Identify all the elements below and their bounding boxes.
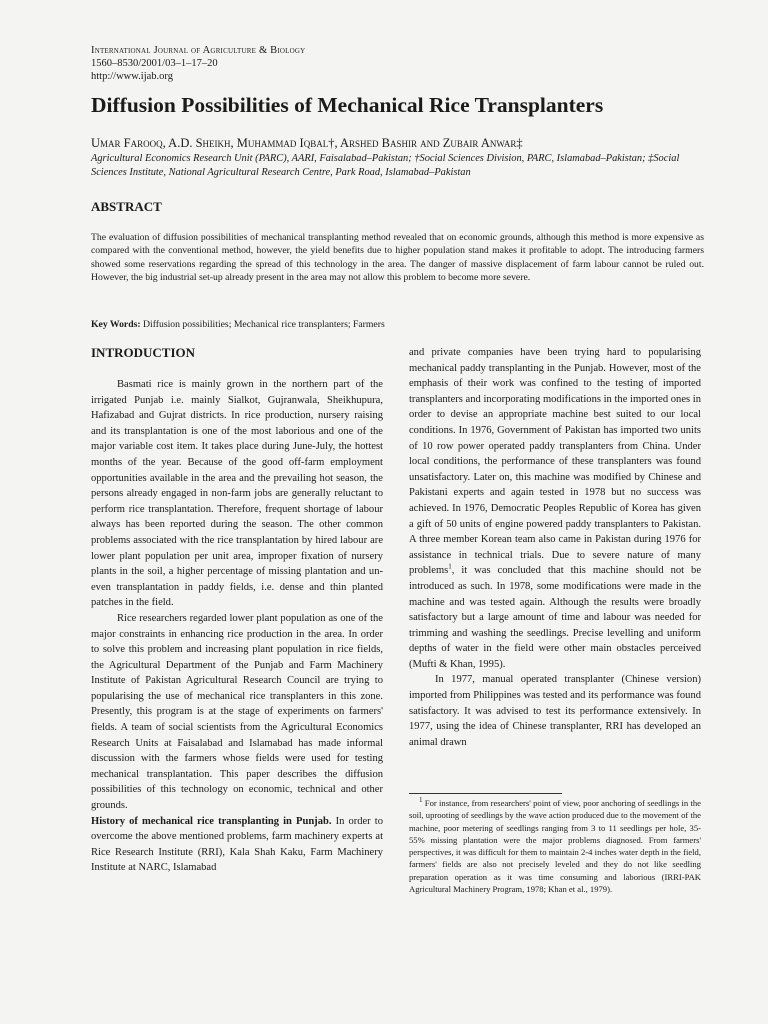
footnote-text: For instance, from researchers' point of view, poor anchoring of seedlings in the soil, uprooting of seedlings by the wave action produced due to the movement of the machine, poor metering of seedlings ranging from 3 to 11 seedlings per hole, 35-55% missing plantation were the major problems diagnosed. From farmers' perspectives, it was difficult for them to maintain 2-4 inches water depth in the field, farmers' fields are also not precisely leveled and they do not like seedling preparation operation as it was time consuming and laborious (IRRI-PAK Agricultural Machinery Program, 1978; Khan et al., 1979). bbox=[409, 798, 701, 895]
author-list: Umar Farooq, A.D. Sheikh, Muhammad Iqbal†, Arshed Bashir and Zubair Anwar‡ bbox=[91, 136, 523, 150]
journal-issn: 1560–8530/2001/03–1–17–20 bbox=[91, 58, 218, 69]
footnote-reference[interactable]: 1 bbox=[448, 562, 452, 571]
footnote bbox=[409, 797, 701, 895]
history-subheading: History of mechanical rice transplanting in Punjab. bbox=[91, 815, 332, 827]
abstract-heading: ABSTRACT bbox=[91, 199, 162, 214]
intro-paragraph-2: Rice researchers regarded lower plant population as one of the major constraints in enhancing rice production in the area. In order to solve this problem and increasing plant population in rice fields, the Agricultural Department of the Punjab and Farm Machinery Institute of Pakistan Agricultural Research Council are trying to popularising the use of mechanical rice transplanters in this zone. Presently, this program is at the stage of experiments on farmers' fields. A team of social scientists from the Agricultural Economics Research Units at Faisalabad and Islamabad has made informal discussion with the farmers whose fields were used for testing mechanical transplantation. This paper describes the diffusion possibilities of this technology on economic, technical and other grounds. bbox=[91, 612, 383, 812]
journal-name: International Journal of Agriculture & Biology bbox=[91, 45, 306, 56]
journal-header bbox=[91, 44, 305, 83]
footnote-divider bbox=[409, 793, 562, 794]
history-text: In order to overcome the above mentioned problems, farm machinery experts at Rice Research Institute (RRI), Kala Shah Kaku, Farm Machinery Institute at NARC, Islamabad bbox=[91, 815, 383, 874]
history-paragraph bbox=[91, 814, 383, 876]
left-column bbox=[91, 345, 383, 876]
keywords bbox=[91, 319, 385, 330]
right-paragraph-1b: , it was concluded that this machine should not be introduced as such. In 1978, some modifications were made in the machine and was tested again. Although the results were broadly satisfactory but a large amount of time and labour was needed for trimming and washing the seedlings. Precise levelling and uniform depths of water in the field were other main obstacles perceived (Mufti & Khan, 1995). bbox=[409, 565, 701, 670]
right-column bbox=[409, 345, 701, 750]
abstract-text: The evaluation of diffusion possibilities of mechanical transplanting method revealed that on economic grounds, although this method is more expensive as compared with the conventional method, however, the yield benefits due to higher population stand makes it profitable to adopt. The introducing farmers showed some reservations regarding the spread of this technology in the area. The danger of massive displacement of farm labour cannot be ruled out. However, the big industrial set-up already present in the area may not allow this problem to become more severe. bbox=[91, 232, 704, 283]
right-paragraph-1 bbox=[409, 345, 701, 672]
right-paragraph-2: In 1977, manual operated transplanter (Chinese version) imported from Philippines was tested and its performance was found satisfactory. It was advised to test its performance extensively. In 1977, using the idea of Chinese transplanter, RRI has developed an animal drawn bbox=[409, 674, 701, 748]
affiliations: Agricultural Economics Research Unit (PARC), AARI, Faisalabad–Pakistan; †Social Sciences Division, PARC, Islamabad–Pakistan; ‡Social Sciences Institute, National Agricultural Research Centre, Park Road, Islamabad–Pakistan bbox=[91, 153, 680, 178]
introduction-heading: INTRODUCTION bbox=[91, 345, 196, 360]
keywords-label: Key Words: bbox=[91, 319, 141, 330]
footnote-mark: 1 bbox=[419, 796, 423, 805]
paper-title: Diffusion Possibilities of Mechanical Rice Transplanters bbox=[91, 93, 604, 117]
journal-url[interactable]: http://www.ijab.org bbox=[91, 71, 173, 82]
keywords-text: Diffusion possibilities; Mechanical rice transplanters; Farmers bbox=[143, 319, 385, 330]
intro-paragraph-1: Basmati rice is mainly grown in the northern part of the irrigated Punjab i.e. mainly Sialkot, Gujranwala, Sheikhupura, Hafizabad and Gujrat districts. In rice production, nursery raising and its transplantation is one of the most laborious and one of the major variable cost item. It takes place during June-July, the hottest months of the year. Because of the good off-farm employment opportunities available in the area and the prevailing hot season, the persons already engaged in non-farm jobs are generally reluctant to perform rice transplantation. Therefore, frequent shortage of labour always has been reported during the season. The other common problems associated with the rice transplantation by hired labour are lower plant population per unit area, improper fixation of nursery plants in the soil, a higher percentage of missing plantation and un-even transplantation in paddy fields, i.e. dense and thin planted patches in the field. bbox=[91, 379, 383, 609]
right-paragraph-1a: and private companies have been trying hard to popularising mechanical paddy transplanting in the Punjab. However, most of the emphasis of their work was confined to the testing of imported transplanters and incorporating modifications in the imported ones in order to devise an appropriate machine best suited to our local conditions. In 1976, Government of Pakistan has imported two units of 10 row power operated paddy transplanters from China. Under local conditions, the performance of these transplanters was found unsatisfactory. Later on, this machine was modified by Chinese and Pakistani experts and again tested in 1978 but no success was achieved. In 1976, Democratic Peoples Republic of Korea has given a gift of 50 units of engine powered paddy transplanters to Pakistan. A three member Korean team also came in Pakistan during 1976 for assistance in technical trials. Due to severe nature of many problems bbox=[409, 347, 701, 577]
